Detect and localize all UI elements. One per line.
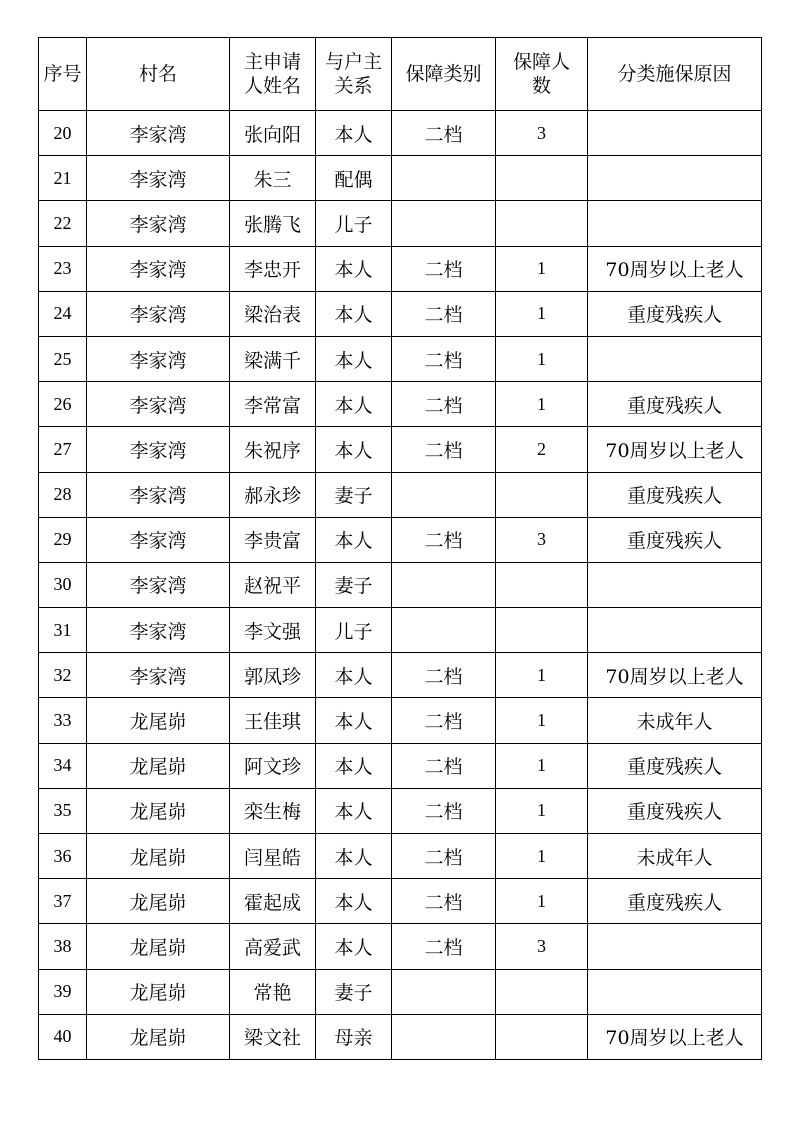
cell-reason [588,336,762,381]
cell-relation: 本人 [316,924,392,969]
cell-reason: 重度残疾人 [588,788,762,833]
header-category: 保障类别 [392,38,496,111]
table-row [39,111,762,156]
table-row [39,969,762,1014]
cell-count [496,969,588,1014]
cell-count: 1 [496,788,588,833]
header-row [39,38,762,111]
cell-reason [588,969,762,1014]
cell-seq: 21 [39,156,87,201]
cell-applicant-name: 霍起成 [230,879,316,924]
cell-seq: 33 [39,698,87,743]
cell-village: 李家湾 [87,562,230,607]
table-row [39,336,762,381]
cell-applicant-name: 朱祝序 [230,427,316,472]
cell-category [392,156,496,201]
table-row [39,517,762,562]
cell-village: 李家湾 [87,472,230,517]
cell-applicant-name: 梁治表 [230,291,316,336]
cell-village: 李家湾 [87,517,230,562]
cell-village: 李家湾 [87,111,230,156]
cell-relation: 本人 [316,427,392,472]
cell-count: 2 [496,427,588,472]
cell-count: 1 [496,653,588,698]
table-row [39,562,762,607]
cell-village: 李家湾 [87,336,230,381]
cell-category: 二档 [392,291,496,336]
cell-relation: 儿子 [316,201,392,246]
cell-reason: 重度残疾人 [588,291,762,336]
cell-applicant-name: 阿文珍 [230,743,316,788]
cell-count: 3 [496,517,588,562]
cell-village: 龙尾峁 [87,1014,230,1059]
cell-village: 李家湾 [87,653,230,698]
cell-category: 二档 [392,246,496,291]
cell-seq: 28 [39,472,87,517]
cell-reason [588,111,762,156]
cell-reason [588,562,762,607]
cell-count [496,1014,588,1059]
cell-applicant-name: 朱三 [230,156,316,201]
cell-relation: 儿子 [316,608,392,653]
cell-category [392,608,496,653]
cell-reason: 重度残疾人 [588,517,762,562]
cell-count: 1 [496,698,588,743]
cell-count: 3 [496,111,588,156]
cell-applicant-name: 郝永珍 [230,472,316,517]
cell-relation: 本人 [316,336,392,381]
cell-applicant-name: 常艳 [230,969,316,1014]
cell-relation: 本人 [316,111,392,156]
cell-applicant-name: 闫星皓 [230,834,316,879]
cell-reason: 70周岁以上老人 [588,427,762,472]
cell-category: 二档 [392,788,496,833]
cell-village: 龙尾峁 [87,924,230,969]
cell-relation: 配偶 [316,156,392,201]
table-row [39,291,762,336]
table-row [39,156,762,201]
header-applicant [230,38,316,111]
cell-reason: 未成年人 [588,834,762,879]
table-row [39,427,762,472]
cell-seq: 34 [39,743,87,788]
cell-seq: 24 [39,291,87,336]
cell-applicant-name: 郭凤珍 [230,653,316,698]
cell-applicant-name: 李忠开 [230,246,316,291]
cell-reason: 重度残疾人 [588,382,762,427]
cell-relation: 本人 [316,879,392,924]
cell-category: 二档 [392,427,496,472]
cell-village: 龙尾峁 [87,698,230,743]
header-applicant-line-1: 主申请 [243,51,301,73]
cell-village: 龙尾峁 [87,743,230,788]
cell-seq: 40 [39,1014,87,1059]
cell-category: 二档 [392,834,496,879]
cell-seq: 31 [39,608,87,653]
cell-village: 龙尾峁 [87,834,230,879]
cell-seq: 22 [39,201,87,246]
table-row [39,924,762,969]
cell-count: 1 [496,879,588,924]
cell-category: 二档 [392,879,496,924]
cell-village: 李家湾 [87,291,230,336]
table-row [39,653,762,698]
cell-seq: 23 [39,246,87,291]
cell-applicant-name: 李文强 [230,608,316,653]
table-row [39,608,762,653]
cell-category: 二档 [392,111,496,156]
cell-seq: 37 [39,879,87,924]
cell-reason: 70周岁以上老人 [588,1014,762,1059]
cell-seq: 36 [39,834,87,879]
cell-applicant-name: 张腾飞 [230,201,316,246]
cell-relation: 妻子 [316,562,392,607]
cell-reason: 70周岁以上老人 [588,653,762,698]
table-row [39,879,762,924]
table-body [39,111,762,1060]
cell-relation: 本人 [316,291,392,336]
cell-village: 李家湾 [87,608,230,653]
table-row [39,743,762,788]
cell-seq: 32 [39,653,87,698]
cell-relation: 本人 [316,698,392,743]
cell-village: 李家湾 [87,382,230,427]
cell-category: 二档 [392,743,496,788]
cell-relation: 本人 [316,517,392,562]
table-row [39,698,762,743]
cell-seq: 38 [39,924,87,969]
cell-reason [588,924,762,969]
cell-applicant-name: 梁满千 [230,336,316,381]
header-seq: 序号 [39,38,87,111]
cell-relation: 本人 [316,788,392,833]
cell-seq: 30 [39,562,87,607]
cell-category [392,969,496,1014]
cell-category: 二档 [392,698,496,743]
table-row [39,788,762,833]
cell-reason: 重度残疾人 [588,879,762,924]
header-relation-line-2: 关系 [334,75,373,97]
cell-category [392,562,496,607]
cell-seq: 20 [39,111,87,156]
cell-applicant-name: 王佳琪 [230,698,316,743]
cell-relation: 母亲 [316,1014,392,1059]
cell-reason: 70周岁以上老人 [588,246,762,291]
cell-category [392,201,496,246]
cell-reason [588,156,762,201]
cell-count [496,472,588,517]
cell-count [496,201,588,246]
table-row [39,201,762,246]
cell-relation: 妻子 [316,472,392,517]
cell-village: 龙尾峁 [87,969,230,1014]
cell-relation: 本人 [316,246,392,291]
cell-applicant-name: 张向阳 [230,111,316,156]
header-reason: 分类施保原因 [588,38,762,111]
cell-seq: 35 [39,788,87,833]
table-header [39,38,762,111]
table-row [39,1014,762,1059]
cell-category: 二档 [392,924,496,969]
cell-relation: 妻子 [316,969,392,1014]
header-village: 村名 [87,38,230,111]
header-count-line-1: 保障人 [512,51,570,73]
cell-village: 龙尾峁 [87,879,230,924]
cell-category [392,472,496,517]
cell-reason [588,608,762,653]
cell-relation: 本人 [316,743,392,788]
cell-applicant-name: 高爱武 [230,924,316,969]
cell-relation: 本人 [316,653,392,698]
cell-count: 1 [496,382,588,427]
header-relation-line-1: 与户主 [324,51,382,73]
cell-count: 1 [496,336,588,381]
cell-applicant-name: 栾生梅 [230,788,316,833]
cell-category: 二档 [392,336,496,381]
cell-village: 龙尾峁 [87,788,230,833]
cell-count: 1 [496,246,588,291]
cell-category: 二档 [392,517,496,562]
cell-count [496,608,588,653]
cell-seq: 29 [39,517,87,562]
cell-seq: 39 [39,969,87,1014]
table-row [39,246,762,291]
header-relation [316,38,392,111]
table-row [39,472,762,517]
header-count-line-2: 数 [531,75,551,97]
table-row [39,382,762,427]
cell-category: 二档 [392,382,496,427]
cell-seq: 25 [39,336,87,381]
cell-seq: 27 [39,427,87,472]
cell-village: 李家湾 [87,201,230,246]
header-count [496,38,588,111]
cell-seq: 26 [39,382,87,427]
assistance-roster-table [38,37,762,1060]
cell-village: 李家湾 [87,156,230,201]
cell-count: 1 [496,291,588,336]
cell-count [496,156,588,201]
cell-reason [588,201,762,246]
cell-applicant-name: 赵祝平 [230,562,316,607]
cell-village: 李家湾 [87,246,230,291]
cell-count: 1 [496,834,588,879]
cell-relation: 本人 [316,834,392,879]
cell-count [496,562,588,607]
table-row [39,834,762,879]
cell-reason: 重度残疾人 [588,472,762,517]
cell-count: 3 [496,924,588,969]
cell-relation: 本人 [316,382,392,427]
header-applicant-line-2: 人姓名 [243,75,301,97]
cell-applicant-name: 李常富 [230,382,316,427]
cell-category: 二档 [392,653,496,698]
cell-applicant-name: 李贵富 [230,517,316,562]
cell-village: 李家湾 [87,427,230,472]
cell-category [392,1014,496,1059]
cell-applicant-name: 梁文社 [230,1014,316,1059]
cell-reason: 未成年人 [588,698,762,743]
cell-count: 1 [496,743,588,788]
cell-reason: 重度残疾人 [588,743,762,788]
